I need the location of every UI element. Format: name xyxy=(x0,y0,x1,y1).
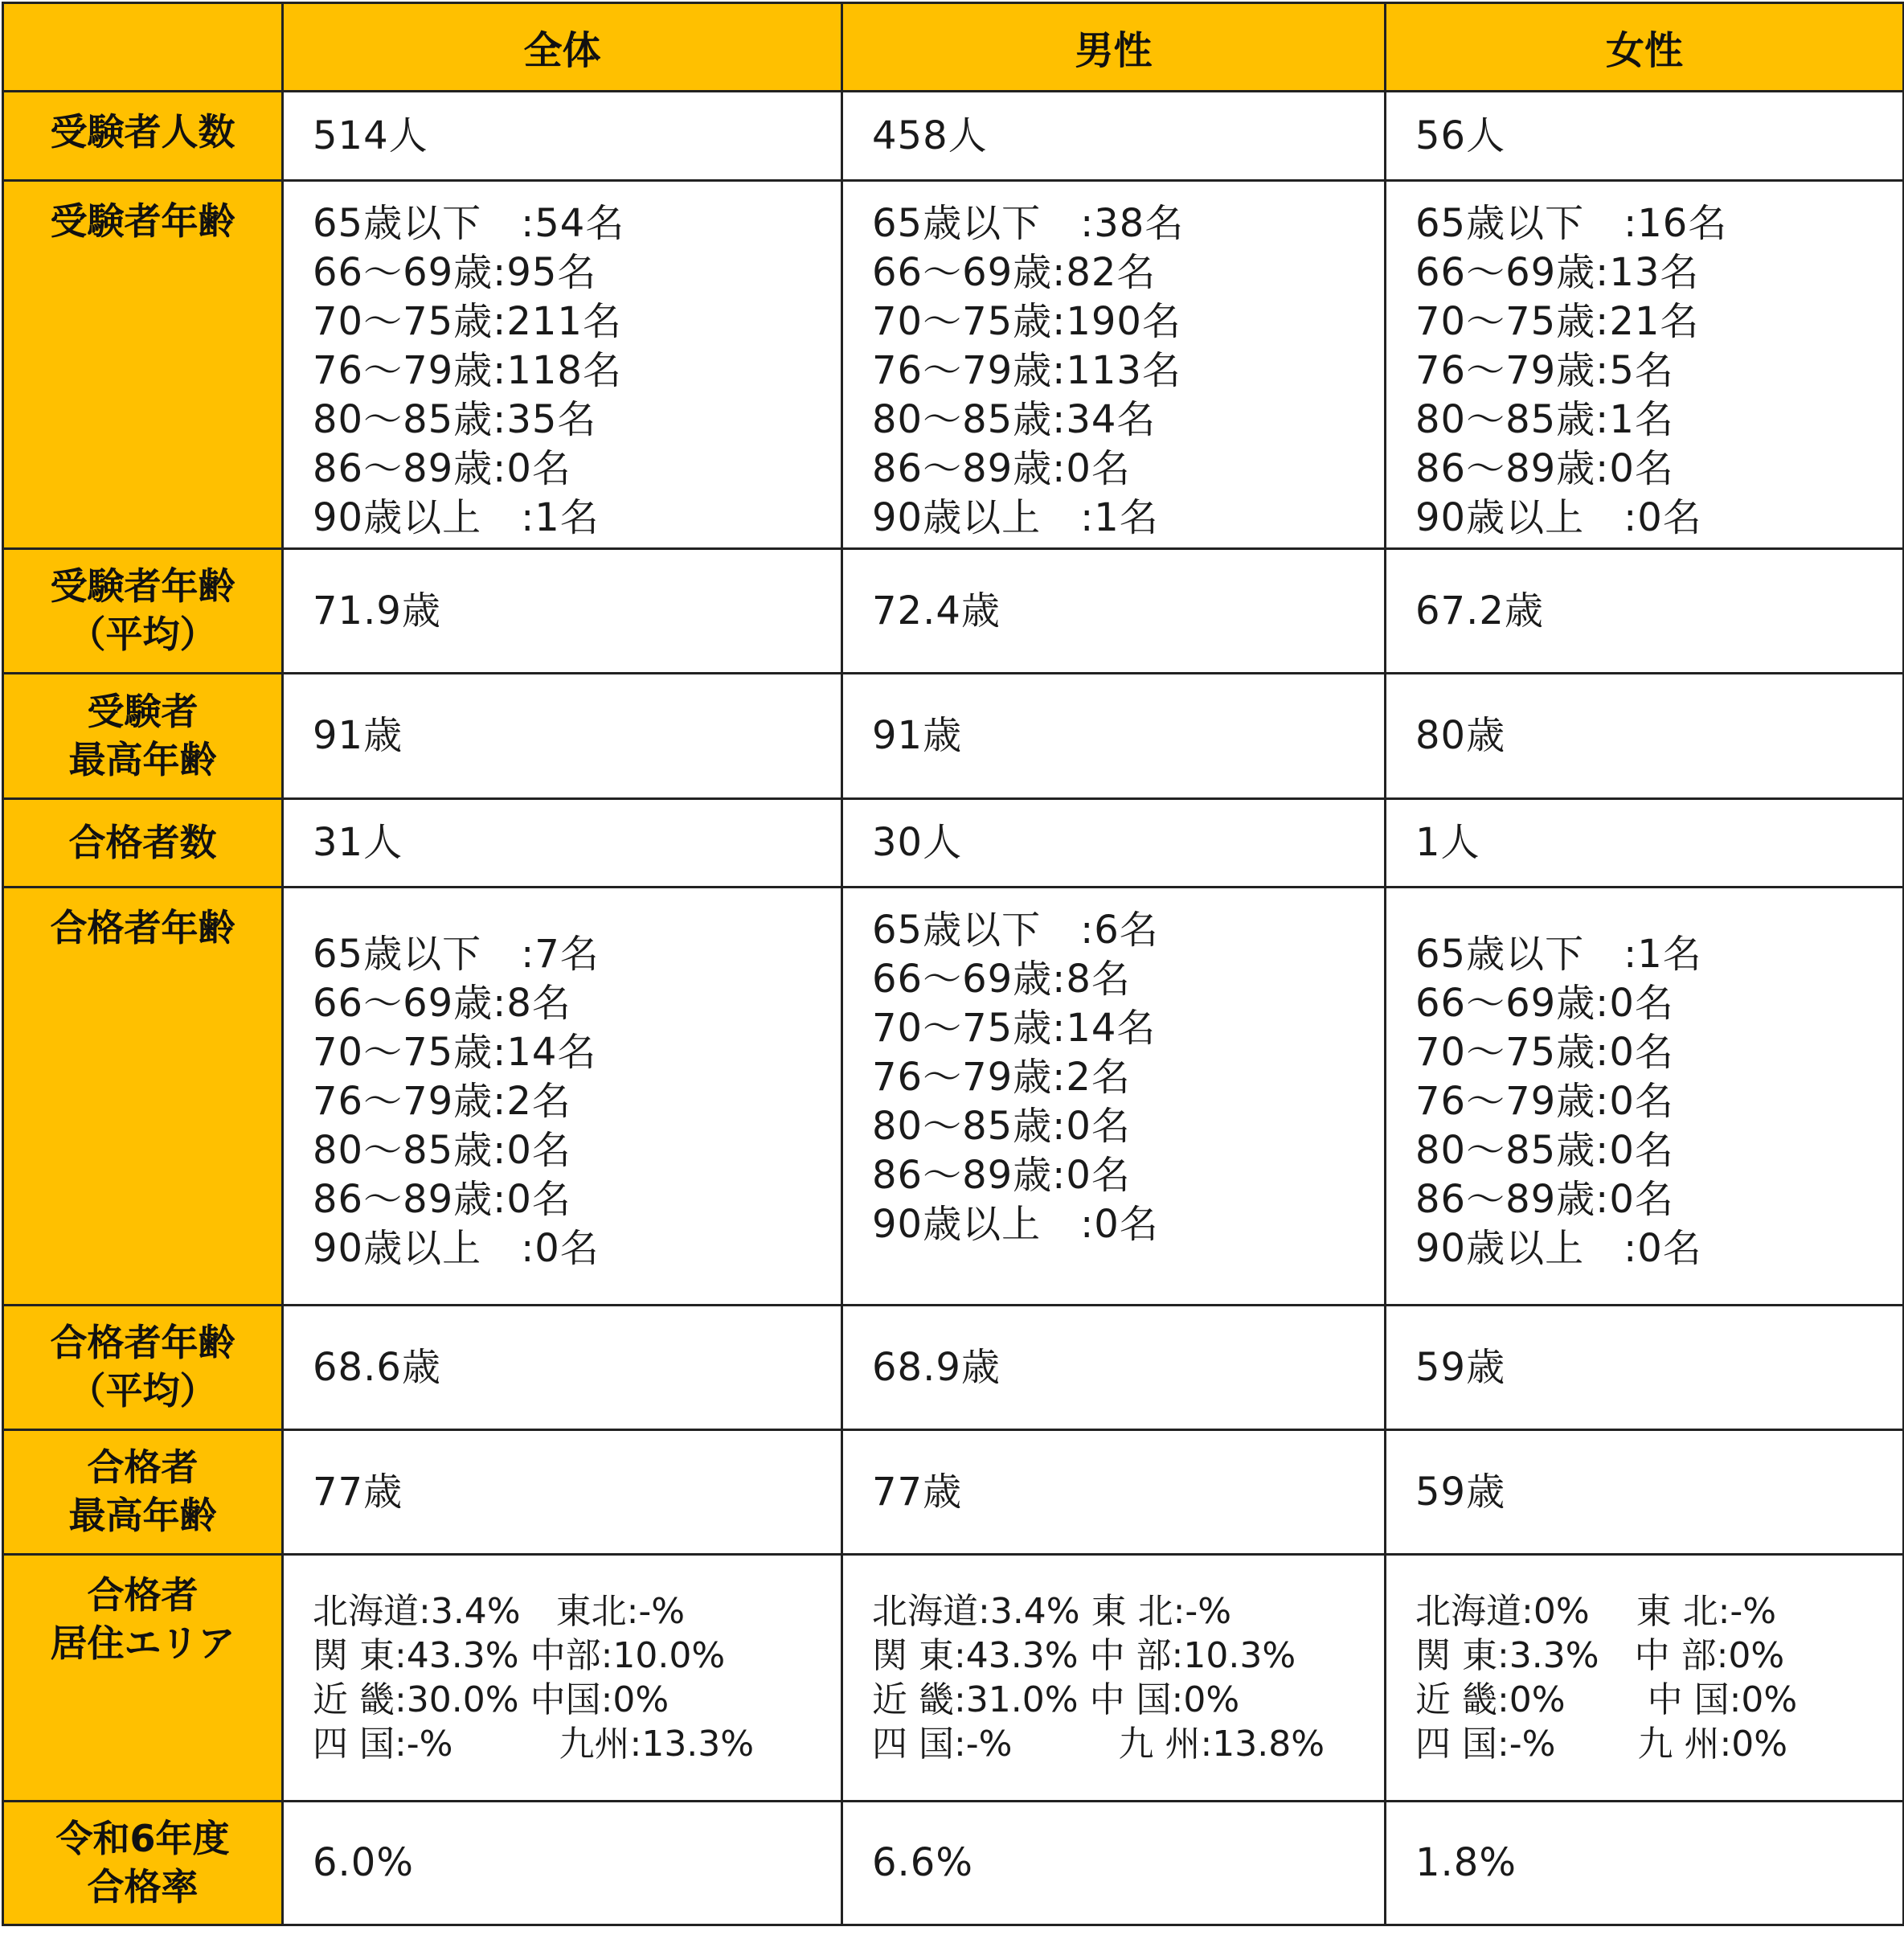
passer-ages-all: 65歳以下 :7名 66〜69歳:8名 70〜75歳:14名 76〜79歳:2名 80〜85歳:0名 86〜89歳:0名 90歳以上 :0名 xyxy=(283,888,842,1306)
examinee-ages-all: 65歳以下 :54名 66〜69歳:95名 70〜75歳:211名 76〜79歳:118名 80〜85歳:35名 86〜89歳:0名 90歳以上 :1名 xyxy=(283,181,842,549)
column-header-male: 男性 xyxy=(842,3,1386,92)
passer-max-age-female: 59歳 xyxy=(1386,1430,1904,1555)
row-label-examinees: 受験者人数 xyxy=(3,92,283,181)
examinee-avg-age-female: 67.2歳 xyxy=(1386,549,1904,674)
passer-avg-age-male: 68.9歳 xyxy=(842,1306,1386,1430)
row-passer-max-age xyxy=(3,1430,1904,1555)
examinee-max-age-all: 91歳 xyxy=(283,674,842,799)
examinee-ages-male: 65歳以下 :38名 66〜69歳:82名 70〜75歳:190名 76〜79歳:113名 80〜85歳:34名 86〜89歳:0名 90歳以上 :1名 xyxy=(842,181,1386,549)
row-label-examinee-max-age: 受験者 最高年齢 xyxy=(3,674,283,799)
row-label-passer-area: 合格者 居住エリア xyxy=(3,1555,283,1802)
examinee-max-age-female: 80歳 xyxy=(1386,674,1904,799)
examinees-male: 458人 xyxy=(842,92,1386,181)
examinee-avg-age-all: 71.9歳 xyxy=(283,549,842,674)
passer-avg-age-female: 59歳 xyxy=(1386,1306,1904,1430)
row-label-passer-avg-age: 合格者年齢 （平均） xyxy=(3,1306,283,1430)
examinee-ages-female: 65歳以下 :16名 66〜69歳:13名 70〜75歳:21名 76〜79歳:5名 80〜85歳:1名 86〜89歳:0名 90歳以上 :0名 xyxy=(1386,181,1904,549)
row-label-examinee-ages: 受験者年齢 xyxy=(3,181,283,549)
exam-stats-table xyxy=(2,2,1904,1926)
row-passer-area xyxy=(3,1555,1904,1802)
passer-max-age-male: 77歳 xyxy=(842,1430,1386,1555)
examinees-all: 514人 xyxy=(283,92,842,181)
pass-rate-all: 6.0% xyxy=(283,1802,842,1925)
examinees-female: 56人 xyxy=(1386,92,1904,181)
row-passers xyxy=(3,799,1904,888)
passer-area-female: 北海道:0% 東 北:-% 関 東:3.3% 中 部:0% 近 畿:0% 中 国:0% 四 国:-% 九 州:0% xyxy=(1386,1555,1904,1802)
passers-female: 1人 xyxy=(1386,799,1904,888)
passer-avg-age-all: 68.6歳 xyxy=(283,1306,842,1430)
row-label-passer-max-age: 合格者 最高年齢 xyxy=(3,1430,283,1555)
row-examinee-ages xyxy=(3,181,1904,549)
passer-ages-male: 65歳以下 :6名 66〜69歳:8名 70〜75歳:14名 76〜79歳:2名 80〜85歳:0名 86〜89歳:0名 90歳以上 :0名 xyxy=(842,888,1386,1306)
row-label-examinee-avg-age: 受験者年齢 （平均） xyxy=(3,549,283,674)
passers-all: 31人 xyxy=(283,799,842,888)
row-label-passers: 合格者数 xyxy=(3,799,283,888)
column-header-female: 女性 xyxy=(1386,3,1904,92)
column-header-all: 全体 xyxy=(283,3,842,92)
corner-cell xyxy=(3,3,283,92)
passer-area-male: 北海道:3.4% 東 北:-% 関 東:43.3% 中 部:10.3% 近 畿:31.0% 中 国:0% 四 国:-% 九 州:13.8% xyxy=(842,1555,1386,1802)
row-pass-rate xyxy=(3,1802,1904,1925)
passer-max-age-all: 77歳 xyxy=(283,1430,842,1555)
pass-rate-male: 6.6% xyxy=(842,1802,1386,1925)
row-passer-ages xyxy=(3,888,1904,1306)
passers-male: 30人 xyxy=(842,799,1386,888)
row-passer-avg-age xyxy=(3,1306,1904,1430)
examinee-max-age-male: 91歳 xyxy=(842,674,1386,799)
pass-rate-female: 1.8% xyxy=(1386,1802,1904,1925)
passer-area-all: 北海道:3.4% 東北:-% 関 東:43.3% 中部:10.0% 近 畿:30.0% 中国:0% 四 国:-% 九州:13.3% xyxy=(283,1555,842,1802)
row-examinee-max-age xyxy=(3,674,1904,799)
row-label-passer-ages: 合格者年齢 xyxy=(3,888,283,1306)
header-row xyxy=(3,3,1904,92)
row-label-pass-rate: 令和6年度 合格率 xyxy=(3,1802,283,1925)
row-examinee-avg-age xyxy=(3,549,1904,674)
examinee-avg-age-male: 72.4歳 xyxy=(842,549,1386,674)
row-examinees xyxy=(3,92,1904,181)
passer-ages-female: 65歳以下 :1名 66〜69歳:0名 70〜75歳:0名 76〜79歳:0名 80〜85歳:0名 86〜89歳:0名 90歳以上 :0名 xyxy=(1386,888,1904,1306)
